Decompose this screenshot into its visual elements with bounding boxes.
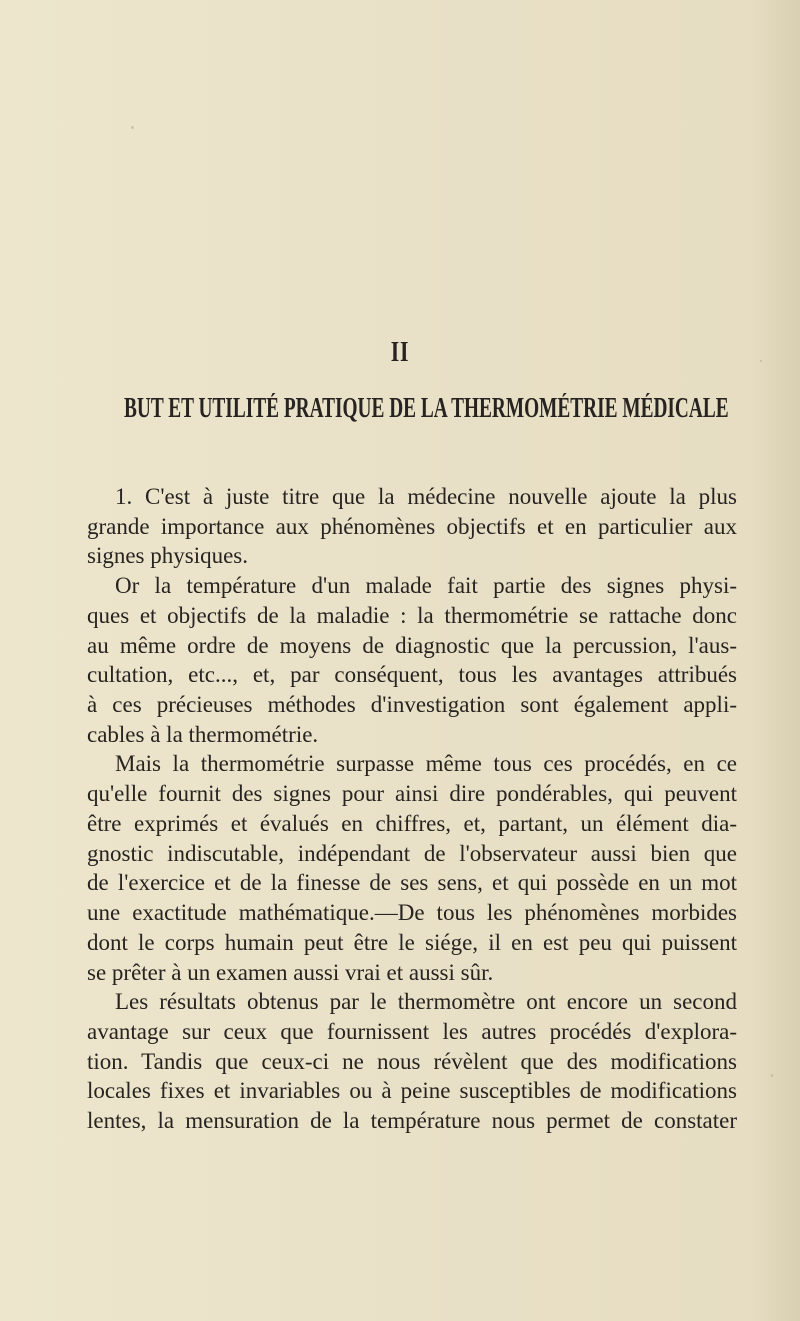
text-line: gnostic indiscutable, indépendant de l'observateur aussi bien que [87, 840, 737, 866]
text-line: grande importance aux phénomènes objectifs et en particulier aux [87, 513, 737, 539]
text-line: qu'elle fournit des signes pour ainsi dire pondérables, qui peuvent [87, 781, 737, 807]
text-line: lentes, la mensuration de la température nous permet de constater [87, 1108, 737, 1134]
chapter-number: II [390, 336, 410, 368]
text-line: une exactitude mathématique.—De tous les phénomènes morbides [87, 900, 737, 926]
paper-speck [771, 1074, 773, 1077]
text-line: être exprimés et évalués en chiffres, et, partant, un élément dia- [87, 810, 737, 836]
text-line: 1. C'est à juste titre que la médecine nouvelle ajoute la plus [115, 484, 737, 509]
text-line: avantage sur ceux que fournissent les autres procédés d'explora- [87, 1018, 737, 1044]
text-line: Mais la thermométrie surpasse même tous ces procédés, en ce [115, 751, 737, 777]
text-line: tion. Tandis que ceux-ci ne nous révèlent que des modifications [87, 1048, 737, 1074]
text-line: au même ordre de moyens de diagnostic que la percussion, l'aus- [87, 632, 737, 658]
chapter-title: BUT ET UTILITÉ PRATIQUE DE LA THERMOMÉTRIE MÉDICALE [124, 393, 729, 424]
text-line: cultation, etc..., et, par conséquent, tous les avantages attribués [87, 662, 737, 688]
text-line: de l'exercice et de la finesse de ses sens, et qui possède en un mot [87, 870, 737, 896]
text-line: signes physiques. [87, 543, 248, 569]
text-line: Or la température d'un malade fait partie des signes physi- [115, 573, 737, 599]
text-line: Les résultats obtenus par le thermomètre ont encore un second [115, 989, 737, 1015]
text-line: locales fixes et invariables ou à peine susceptibles de modifications [87, 1078, 737, 1104]
text-line: se prêter à un examen aussi vrai et aussi sûr. [87, 959, 494, 985]
text-line: dont le corps humain peut être le siége, il en est peu qui puissent [87, 929, 737, 955]
text-line: ques et objectifs de la maladie : la thermométrie se rattache donc [87, 602, 737, 628]
text-line: à ces précieuses méthodes d'investigation sont également appli- [87, 692, 737, 718]
body-text [87, 482, 737, 1136]
paper-speck [760, 360, 762, 362]
paper-speck [131, 126, 134, 129]
text-line: cables à la thermométrie. [87, 721, 319, 747]
